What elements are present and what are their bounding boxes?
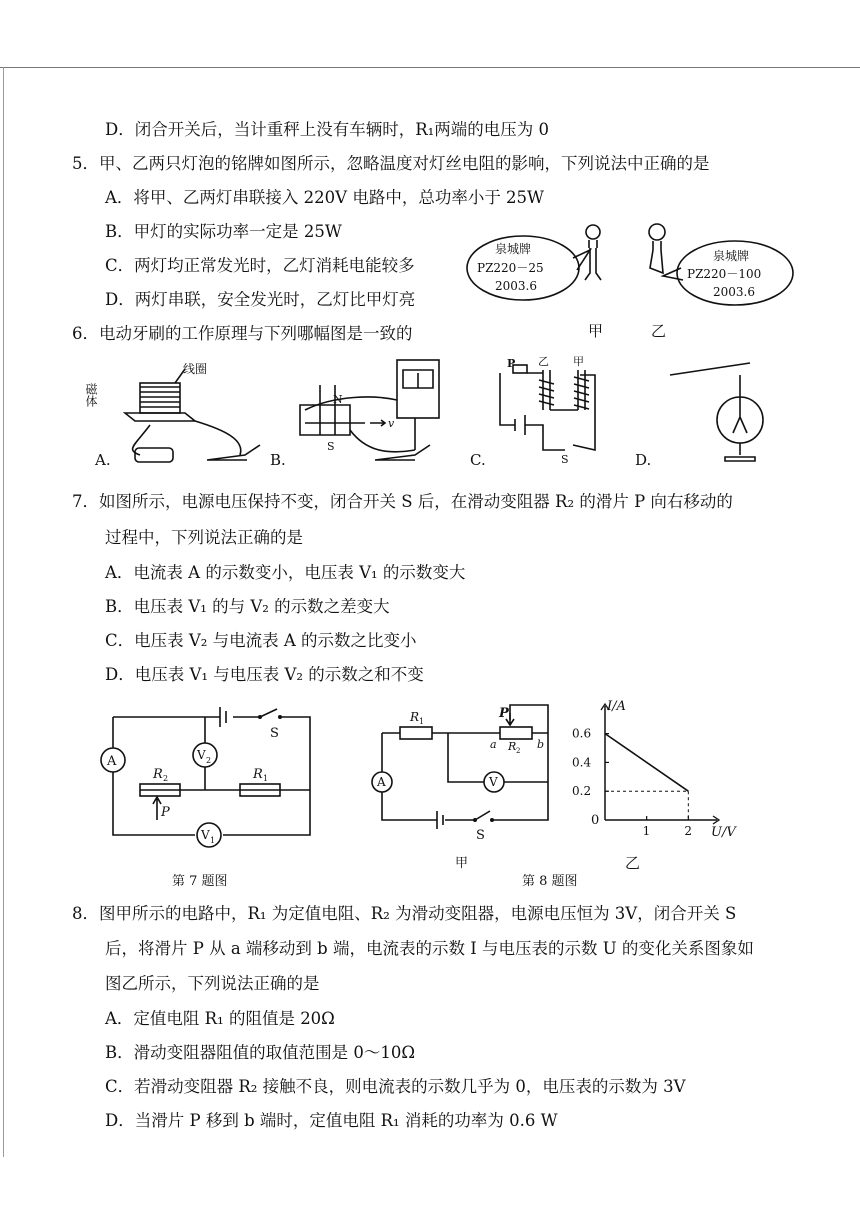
q7-stem-line1: 7．如图所示，电源电压保持不变，闭合开关 S 后，在滑动变阻器 R₂ 的滑片 P 向右移动的	[72, 492, 733, 511]
q6b-s-label: S	[327, 440, 335, 453]
q8-r1-sub: 1	[419, 717, 425, 726]
q8-circuit	[370, 700, 560, 843]
bulb1-date: 2003.6	[495, 279, 537, 293]
bulb1-lamp-icon	[585, 225, 601, 280]
q8-r2-label: R	[508, 740, 517, 753]
q8-stem-line3: 图乙所示，下列说法正确的是	[105, 974, 320, 993]
q6-figure-b	[270, 360, 439, 469]
q8-s-label: S	[476, 828, 485, 843]
q7-v2-label: V	[197, 748, 206, 762]
q6b-n-label: N	[333, 393, 343, 406]
q7-ammeter-label: A	[107, 754, 117, 769]
q7-option-d: D．电压表 V₁ 与电压表 V₂ 的示数之和不变	[105, 665, 424, 684]
chart-y-tick-label: 0.4	[572, 755, 592, 770]
q7-figure-caption: 第 7 题图	[172, 874, 228, 889]
q7-v1-sub: 1	[210, 836, 216, 845]
q8-option-b: B．滑动变阻器阻值的取值范围是 0～10Ω	[105, 1043, 416, 1062]
q7-circuit	[95, 700, 335, 850]
q6b-letter: B.	[270, 451, 286, 469]
chart-y-label: I/A	[607, 699, 626, 714]
q8-figure-caption: 第 8 题图	[522, 874, 578, 889]
q7-option-a: A．电流表 A 的示数变小，电压表 V₁ 的示数变大	[105, 563, 466, 582]
q8-option-d: D．当滑片 P 移到 b 端时，定值电阻 R₁ 消耗的功率为 0.6 W	[105, 1111, 558, 1130]
q7-p-label: P	[161, 805, 170, 820]
q5-bulb-figure	[465, 218, 795, 343]
q7-r1-sub: 1	[263, 774, 269, 783]
page-left-border	[3, 67, 4, 1157]
chart-series-line	[605, 734, 688, 792]
q7-r2-label: R	[153, 767, 163, 782]
q6d-letter: D.	[635, 451, 652, 469]
q7-stem-line2: 过程中，下列说法正确的是	[105, 528, 303, 547]
q8-option-c: C．若滑动变阻器 R₂ 接触不良，则电流表的示数几乎为 0，电压表的示数为 3V	[105, 1077, 686, 1096]
bulb2-lamp-icon	[649, 224, 665, 273]
q8-option-a: A．定值电阻 R₁ 的阻值是 20Ω	[105, 1009, 335, 1028]
q7-option-b: B．电压表 V₁ 的与 V₂ 的示数之差变大	[105, 597, 390, 616]
q6-figure-c	[470, 355, 595, 469]
q6c-jia-label: 甲	[573, 355, 584, 368]
q5-option-d: D．两灯串联，安全发光时，乙灯比甲灯亮	[105, 290, 416, 309]
q8-r2-sub: 2	[516, 747, 521, 755]
page-top-border	[0, 67, 860, 68]
chart-origin-label: 0	[591, 813, 600, 828]
chart-x-tick-label: 1	[642, 824, 651, 838]
bulb2-spec: PZ220－100	[687, 267, 762, 281]
q6c-letter: C.	[470, 451, 486, 469]
bulb1-label: 甲	[588, 322, 604, 340]
bulb2-brand: 泉城牌	[713, 249, 750, 263]
q6b-v-label: v	[388, 417, 395, 430]
chart-y-tick-label: 0.2	[572, 784, 592, 799]
q6a-coil-label: 线圈	[183, 362, 208, 376]
q5-option-b: B．甲灯的实际功率一定是 25W	[105, 222, 342, 241]
q8-fig-jia-label: 甲	[455, 856, 469, 871]
q5-option-a: A．将甲、乙两灯串联接入 220V 电路中，总功率小于 25W	[105, 188, 545, 207]
q6c-s-label: S	[561, 453, 569, 466]
q8-a-label: a	[490, 738, 497, 751]
bulb2-date: 2003.6	[713, 285, 755, 299]
q8-r1-label: R	[410, 710, 420, 724]
q8-voltmeter-label: V	[489, 775, 498, 789]
q7-v1-label: V	[201, 828, 210, 842]
q6-figure-d	[635, 363, 763, 469]
q6a-magnet-label: 磁体	[84, 383, 98, 407]
q7-option-c: C．电压表 V₂ 与电流表 A 的示数之比变小	[105, 631, 417, 650]
chart-y-tick-label: 0.6	[572, 726, 592, 741]
q8-b-label: b	[537, 738, 545, 751]
q8-ammeter-label: A	[377, 775, 386, 789]
bulb1-spec: PZ220－25	[477, 261, 544, 275]
q4-option-d: D．闭合开关后，当计重秤上没有车辆时，R₁两端的电压为 0	[105, 120, 550, 139]
q6c-p-label: P	[507, 357, 516, 370]
bulb2-label: 乙	[651, 322, 667, 340]
bulb1-brand: 泉城牌	[495, 242, 532, 256]
q5-stem: 5．甲、乙两只灯泡的铭牌如图所示，忽略温度对灯丝电阻的影响，下列说法中正确的是	[72, 154, 710, 173]
q6-stem: 6．电动牙刷的工作原理与下列哪幅图是一致的	[72, 324, 413, 343]
q5-option-c: C．两灯均正常发光时，乙灯消耗电能较多	[105, 256, 415, 275]
q6a-letter: A.	[95, 451, 111, 469]
q8-stem-line1: 8．图甲所示的电路中，R₁ 为定值电阻、R₂ 为滑动变阻器，电源电压恒为 3V，闭合开关 S	[72, 904, 737, 923]
chart-x-tick-label: 2	[684, 824, 692, 838]
q8-stem-line2: 后，将滑片 P 从 a 端移动到 b 端，电流表的示数 I 与电压表的示数 U 的变化关系图象如	[105, 939, 754, 958]
q7-s-label: S	[270, 726, 279, 741]
q8-iu-chart	[565, 700, 735, 840]
q7-r1-label: R	[253, 767, 263, 782]
q7-r2-sub: 2	[163, 774, 169, 783]
q6c-yi-label: 乙	[538, 355, 549, 368]
q6-figure-a	[84, 361, 260, 469]
q7-v2-sub: 2	[206, 756, 212, 765]
q8-p-label: P	[499, 706, 509, 721]
q6-figures	[84, 355, 775, 470]
q8-fig-yi-label: 乙	[625, 854, 641, 872]
chart-x-label: U/V	[711, 825, 736, 840]
